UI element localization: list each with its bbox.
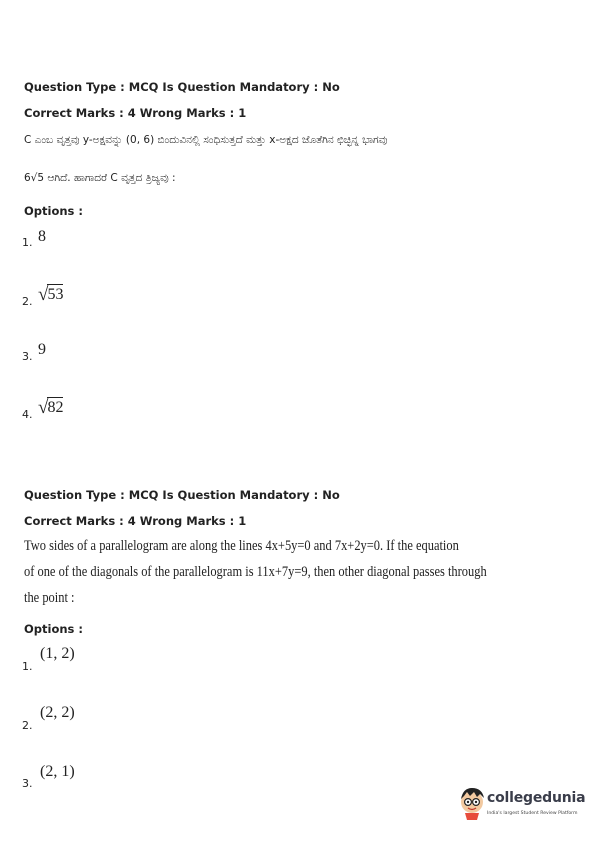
option-number: 4.	[22, 408, 33, 421]
question-text-line: Two sides of a parallelogram are along the lines 4x+5y=0 and 7x+2y=0. If the equation	[24, 538, 459, 554]
option-number: 3.	[22, 777, 33, 790]
question-text-line: 6√5 ಆಗಿದೆ. ಹಾಗಾದರೆ C ವೃತ್ತದ ತ್ರಿಜ್ಯವು :	[24, 172, 176, 184]
option-value: 8	[38, 228, 46, 245]
options-label: Options :	[24, 204, 83, 218]
brand-name: collegedunia	[487, 790, 586, 806]
question-type-meta: Question Type : MCQ Is Question Mandatory : No	[24, 80, 340, 94]
option-value-sqrt: √53	[38, 284, 64, 305]
radicand: 82	[47, 399, 64, 416]
brand-tagline: India's largest Student Review Platform	[487, 811, 578, 816]
option-value: (1, 2)	[40, 645, 75, 662]
option-number: 1.	[22, 236, 33, 249]
option-number: 2.	[22, 719, 33, 732]
option-number: 3.	[22, 350, 33, 363]
question-text-line: of one of the diagonals of the parallelogram is 11x+7y=9, then other diagonal passes through	[24, 564, 487, 580]
option-number: 1.	[22, 660, 33, 673]
option-value: 9	[38, 341, 46, 358]
question-type-meta: Question Type : MCQ Is Question Mandatory : No	[24, 488, 340, 502]
option-value: (2, 2)	[40, 704, 75, 721]
radicand: 53	[47, 286, 64, 303]
marks-meta: Correct Marks : 4 Wrong Marks : 1	[24, 106, 247, 120]
option-value: (2, 1)	[40, 763, 75, 780]
options-label: Options :	[24, 622, 83, 636]
question-text-line: C ಎಂಬ ವೃತ್ತವು y-ಅಕ್ಷವನ್ನು (0, 6) ಬಿಂದುವಿನಲ್ಲಿ ಸಂಧಿಸುತ್ತದೆ ಮತ್ತು x-ಅಕ್ಷದ ಜೊತೆಗಿನ ಛಿಚ್ಛಿನ್ನ ಭಾಗವು	[24, 134, 388, 146]
question-text-line: the point :	[24, 590, 75, 606]
option-number: 2.	[22, 295, 33, 308]
option-value-sqrt: √82	[38, 397, 64, 418]
marks-meta: Correct Marks : 4 Wrong Marks : 1	[24, 514, 247, 528]
